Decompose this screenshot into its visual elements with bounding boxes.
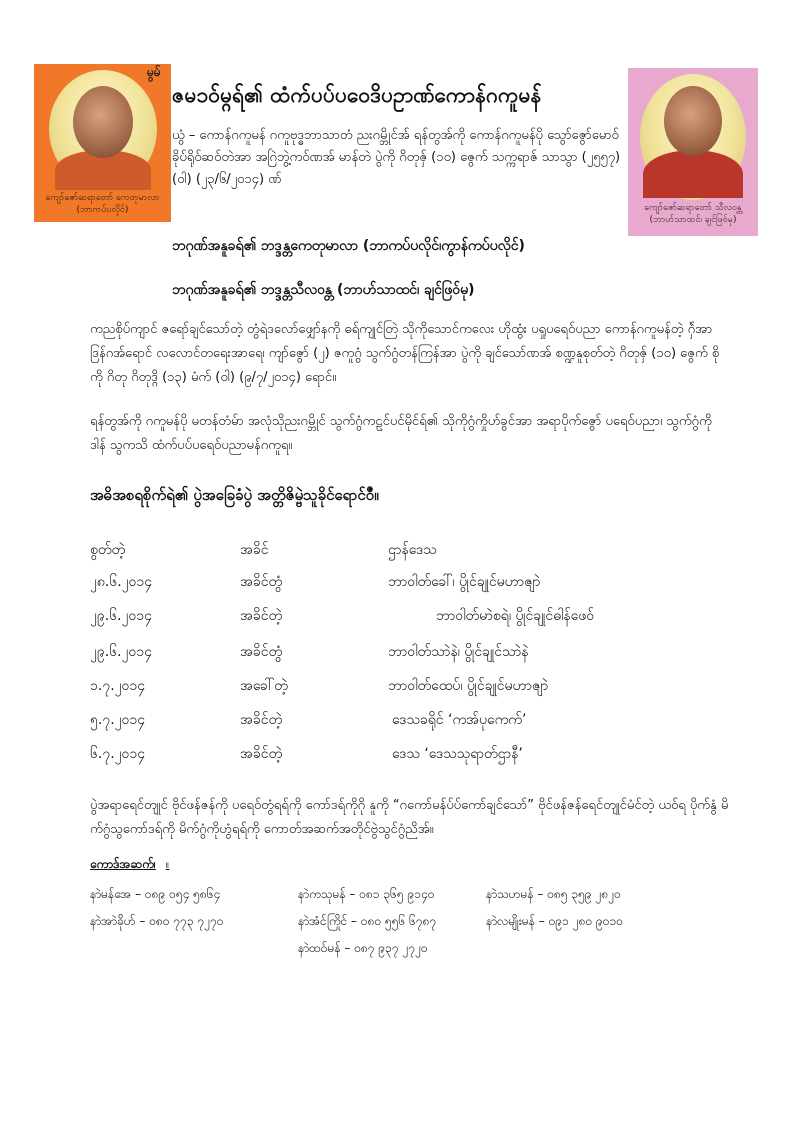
corner-mark: မွမ် bbox=[147, 65, 161, 79]
contact-name: နာဲမန်အေ bbox=[90, 887, 132, 901]
contact-item: နာဲလမျိုးမန် – ၀၉၁ ၂၈၀ ၉၀၁၀ bbox=[486, 914, 624, 928]
monk-portrait bbox=[664, 86, 722, 156]
document-title: ဇမၥဝ်မ္ဂရ်၏ ထံက်ပပ်ပဝေဒိပဥာဏ်ကောန်ဂကူမန် bbox=[172, 83, 542, 107]
contact-item: နာဲကသုမန် – ၀၈၁ ၃၆၅ ၉၁၄၀ bbox=[298, 887, 435, 901]
schedule-time: အခိင်တဲ့ bbox=[240, 712, 283, 728]
contact-phone: ၀၈၇ ၉၃၇ ၂၇၂၀ bbox=[354, 941, 428, 955]
schedule-place: ဒေသ ‘ဒေသသုရာတ်ဌာနီ’ bbox=[392, 746, 523, 762]
schedule-place: ဘာဝါတ်သာဲနဲ၊ ပွိုင်ချုင်သာဲနဲ bbox=[388, 644, 529, 660]
contact-heading bbox=[90, 856, 169, 874]
contact-item: နာဲအာဲခိုဟ် – ၀၈၀ ၇၇၃ ၇၂၇၀ bbox=[90, 914, 224, 928]
body-paragraph-1: ကညစိုပ်ကျာင် ဇရော်ချင်သော်တဲ့ တွံရဲဒလော်ဖျှော်နကို ဓရ်ကျုင်တြဲ သိုကိုသောင်ကလေး ဟိုထွံး ပရှုပရေဝ်ပညာ ကောန်ဂကူမန်တဲ့ ဂှ်ဲအာဒြန်ဂအ်ရောင် လလောင်တရေးအာရေ၊ ကျာ်ဇွော် (၂) ဇကူဂွံ သွက်ဂွံတန်ကြန်အာ ပွဲကို ချင်သော်ဏအ် စဏ္ဍနူစုတ်တဲ့ ဂိတုဇှ် (၁၀) ဇွေက် စိုကို ဂိတု ဂိတုဒ္ဂိ (၁၃) မံက် (ဝါ) (၉/၇/၂၀၁၄) ရောင်။ bbox=[90, 322, 720, 385]
schedule-row bbox=[90, 710, 720, 744]
intro-text: ယွံ – ကောန်ဂကူမန် ဂကူဗုဒ္ဓဘာသာတံ ညးဂမ္ဘိုင်အ် ရန်တွအ်ကို ကောန်ဂကူမန်ပို သွော်ဇွော်မောဝ် ခိုပ်ရိုဝ်ဆဝ်တဲအာ အဂြဲဘွဲ့ကဝ်ဏအ် မာန်တဲ ပွဲကို ဂိတုဇှ် (၁၀) ဇွေက် သက္ကရာဇ် သာသွာ (၂၅၅၇) (ဝါ) (၂၃/၆/၂၀၁၄) ဏ် bbox=[172, 128, 621, 187]
schedule-row bbox=[90, 606, 720, 640]
contact-heading-label: ကောဒ်အဆက်၊ bbox=[90, 857, 156, 871]
header-time: အခိင် bbox=[240, 542, 269, 558]
right-photo-caption: ကျော်ဇော်ဆရာတော် သီလဝန္တ (ဘာဟ်သာထင်၊ ချင်ဖြဝ်မု) bbox=[644, 203, 742, 225]
body-paragraph-2: ရန်တွအ်ကို ဂကူမန်ပို မတန်တံမ်ာ အလုံသိုညးဂမ္ဘိုင် သွက်ဂွံကဠင်ပင်မိုင်ရ်၏ သိုကိုဂွံကှိုဟ်ခွင်အာ အရာပိုက်ဇွော် ပရေဝ်ပညာ၊ သွက်ဂွံကိုဒါန် သွကသိ ထံက်ပပ်ပရေဝ်ပညာမန်ဂကူရ။ bbox=[90, 414, 712, 453]
contact-phone: ၀၈၁ ၃၆၅ ၉၁၄၀ bbox=[359, 887, 435, 901]
monk-portrait bbox=[73, 86, 133, 158]
schedule-place: ဘာဝါတ်ခေါ်၊ ပွိုင်ချုင်မဟာဇျာဲ bbox=[388, 574, 541, 590]
monk-line-2: ဘဂုဏ်အနူခရ်၏ ဘဒ္ဒန္တသီလဝန္တ (ဘာဟ်သာထင်၊ ချင်ဖြဝ်မု) bbox=[172, 282, 475, 298]
schedule-time: အခိင်တဲ့ bbox=[240, 746, 283, 762]
schedule-header-row bbox=[90, 540, 720, 574]
monk-robe bbox=[643, 150, 743, 198]
contact-phone: ၀၈၀ ၅၅၆ ၆၇၈၇ bbox=[360, 914, 437, 928]
monk-line-1: ဘဂုဏ်အနူခရ်၏ ဘဒ္ဒန္တကေတုမာလာ (ဘာကပ်ပလိုင်၊ကွာန်ကပ်ပလိုင်) bbox=[172, 238, 525, 254]
contact-name: နာဲအံင်ကြိုင် bbox=[298, 914, 348, 928]
contact-item: နာဲမန်အေ – ၀၈၉ ၀၅၄ ၅၈၆၄ bbox=[90, 887, 221, 901]
schedule-date: ၆.၇.၂၀၁၄ bbox=[90, 746, 146, 762]
schedule-place: ဘာဝါတ်မာဲစရဲ၊ ပွိုင်ချုင်ဓါန်ဖေဝ် bbox=[436, 608, 595, 624]
contact-phone: ၀၈၀ ၇၇၃ ၇၂၇၀ bbox=[149, 914, 224, 928]
schedule-date: ၂၉.၆.၂၀၁၄ bbox=[90, 608, 153, 624]
schedule-title: အဓိအစရစိုက်ရဲ၏ ပွဲအခြေခံပွဲ အတ္တိဇိမ္ဗဲသူခိုင်ရောင်ဝဳ။ bbox=[90, 486, 379, 504]
contact-phone: ၀၈၉ ၀၅၄ ၅၈၆၄ bbox=[144, 887, 221, 901]
contact-item: နာဲထဝ်မန် – ၀၈၇ ၉၃၇ ၂၇၂၀ bbox=[298, 941, 428, 955]
contact-phone: ၀၉၁ ၂၈၀ ၉၀၁၀ bbox=[548, 914, 624, 928]
header-place: ဌာန်ဒေသ bbox=[388, 542, 437, 558]
left-photo-caption: ကျော်ဇော်ဆရာတော် ကေတုမာလာ (ဘာကပ်ပလိုင်) bbox=[45, 193, 160, 215]
schedule-row bbox=[90, 744, 720, 778]
schedule-row bbox=[90, 676, 720, 710]
schedule-date: ၁.၇.၂၀၁၄ bbox=[90, 678, 146, 694]
contact-name: နာဲလမျိုးမန် bbox=[486, 914, 535, 928]
contact-item: နာဲသဟမန် – ၀၈၅ ၃၅၉ ၂၈၂၀ bbox=[486, 887, 621, 901]
schedule-row bbox=[90, 572, 720, 606]
contact-phone: ၀၈၅ ၃၅၉ ၂၈၂၀ bbox=[547, 887, 621, 901]
contact-name: နာဲကသုမန် bbox=[298, 887, 346, 901]
schedule-place: ဒေသခရိုင် ‘ကအ်ပုကေက်’ bbox=[392, 712, 527, 728]
left-monk-photo bbox=[34, 64, 171, 222]
contact-name: နာဲသဟမန် bbox=[486, 887, 534, 901]
contact-name: နာဲထဝ်မန် bbox=[298, 941, 341, 955]
schedule-date: ၅.၇.၂၀၁၄ bbox=[90, 712, 146, 728]
schedule-time: အခေါ်တဲ့ bbox=[240, 678, 288, 694]
header-date: စွတ်တဲ့ bbox=[90, 542, 126, 558]
contact-item: နာဲအံင်ကြိုင် – ၀၈၀ ၅၅၆ ၆၇၈၇ bbox=[298, 914, 437, 928]
schedule-date: ၂၈.၆.၂၀၁၄ bbox=[90, 574, 153, 590]
schedule-time: အခိင်တွံ bbox=[240, 644, 283, 660]
schedule-place: ဘာဝါတ်ထေပ်၊ ပွိုင်ချုင်မဟာဇျာဲ bbox=[388, 678, 549, 694]
closing-paragraph: ပွဲအရာရေင်တျုင် ဗိုင်ဖန်ဇန်ကို ပရေဝ်တွံရရ်ကို ကော်ဒရ်ကိုဂို နူကို “ဂကော်မန်ပ်ပ်ကော်ချင်သော်” ဗိုင်ဖန်ဇန်ရေင်တျုင်မံင်တဲ့ ယဝ်ရ ပိုက်နွံ မိက်ဂွံသွကော်ဒရ်ကို မိက်ဂွံကိုဟွံရရ်ကို ကောတ်အဆက်အတိုင်ဗွဲသွင်ဂွံညိအ်။ bbox=[90, 798, 729, 837]
right-monk-photo bbox=[628, 68, 758, 236]
schedule-row bbox=[90, 642, 720, 676]
schedule-time: အခိင်တဲ့ bbox=[240, 608, 283, 624]
contact-heading-mark: ။ bbox=[165, 857, 170, 871]
schedule-time: အခိင်တွံ bbox=[240, 574, 283, 590]
contact-name: နာဲအာဲခိုဟ် bbox=[90, 914, 136, 928]
schedule-date: ၂၉.၆.၂၀၁၄ bbox=[90, 644, 153, 660]
